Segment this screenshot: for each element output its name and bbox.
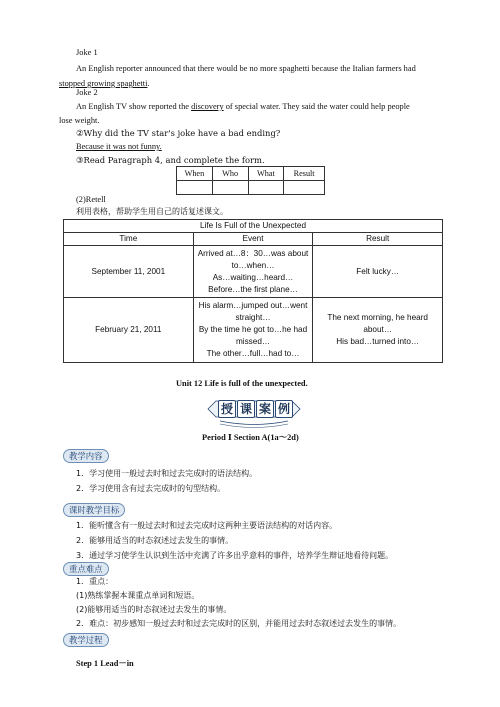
section-tag-process: 教学过程 — [63, 633, 109, 647]
lesson-case-banner — [206, 395, 302, 429]
row1-result: Felt lucky… — [313, 246, 443, 298]
banner-char: 授 — [218, 400, 236, 418]
content-line: 1．学习使用一般过去时和过去完成时的语法结构。 — [76, 469, 258, 478]
form-header-who: Who — [212, 167, 248, 181]
keypoint-line: 2．难点：初步感知一般过去时和过去完成时的区别，并能用过去时态叙述过去发生的事情。 — [76, 619, 402, 628]
row2-event-line: The other…full…had to… — [206, 349, 300, 358]
joke2-text-line2: lose weight. — [59, 116, 100, 125]
banner-char: 例 — [275, 400, 293, 418]
row2-event-line: By the time he got to…he had — [198, 325, 308, 334]
retell-table — [63, 219, 443, 363]
form-header-result: Result — [284, 167, 325, 181]
row2-result — [313, 298, 443, 363]
row2-result-line: The next morning, he heard — [327, 313, 428, 322]
retell-instruction: 利用表格，帮助学生用自己的话复述课文。 — [76, 207, 228, 216]
row2-event-line: straight… — [235, 313, 271, 322]
form-cell-result[interactable] — [284, 181, 325, 195]
section-tag-goals: 课时教学目标 — [63, 503, 125, 517]
table-row — [64, 298, 443, 363]
row2-event-line: His alarm…jumped out…went — [198, 301, 308, 310]
section-tag-keypoints: 重点难点 — [63, 562, 109, 576]
table-row — [64, 246, 443, 298]
section-tag-content: 教学内容 — [63, 449, 109, 463]
goal-line: 1．能听懂含有一般过去时和过去完成时这两种主要语法结构的对话内容。 — [76, 521, 338, 530]
joke1-title: Joke 1 — [76, 48, 98, 57]
row2-result-line: His bad…turned into… — [336, 337, 420, 346]
form-header-what: What — [248, 167, 284, 181]
joke1-answer-line — [59, 78, 150, 90]
row2-event-line: missed… — [235, 337, 271, 346]
joke2-text-pre: An English TV show reported the — [76, 102, 192, 111]
retell-header-result: Result — [313, 233, 443, 246]
goal-line: 2．能够用适当的时态叙述过去发生的事情。 — [76, 536, 234, 545]
retell-label: (2)Retell — [76, 195, 106, 204]
question-2-answer: Because it was not funny. — [76, 142, 162, 151]
form-cell-who[interactable] — [212, 181, 248, 195]
row1-event-line: to…when… — [231, 260, 275, 270]
joke1-answer-end: . — [147, 79, 150, 88]
keypoint-line: (2)能够用适当的时态叙述过去发生的事情。 — [76, 605, 232, 614]
row1-event-line: As…waiting…heard… — [212, 272, 294, 282]
question-3: ③Read Paragraph 4, and complete the form. — [76, 155, 265, 165]
banner-char: 案 — [256, 400, 274, 418]
row1-time: September 11, 2001 — [64, 246, 194, 298]
form-cell-when[interactable] — [177, 181, 213, 195]
joke2-text — [76, 101, 410, 113]
row2-event — [193, 298, 313, 363]
content-line: 2．学习使用含有过去完成时的句型结构。 — [76, 484, 226, 493]
form-header-when: When — [177, 167, 213, 181]
joke2-discovery: discovery — [191, 102, 224, 111]
keypoint-line: (1)熟练掌握本课重点单词和短语。 — [76, 591, 200, 600]
row1-event-line: Before…the first plane… — [208, 284, 298, 294]
step1-heading: Step 1 Lead－in — [76, 659, 134, 668]
row1-event-line: Arrived at…8：30…was about — [197, 248, 309, 258]
goal-line: 3．通过学习使学生认识到生活中充满了许多出乎意料的事件，培养学生辩证地看待问题。 — [76, 551, 394, 560]
unit-title: Unit 12 Life is full of the unexpected. — [176, 379, 308, 388]
row1-event — [193, 246, 313, 298]
period-heading: Period Ⅰ Section A(1a～2d) — [202, 433, 299, 442]
keypoint-line: 1．重点： — [76, 577, 114, 586]
form-table — [176, 166, 325, 195]
row2-time: February 21, 2011 — [64, 298, 194, 363]
joke1-answer: stopped growing spaghetti — [59, 79, 148, 88]
retell-header-time: Time — [64, 233, 194, 246]
form-cell-what[interactable] — [248, 181, 284, 195]
row2-result-line: about… — [363, 325, 393, 334]
banner-char: 课 — [237, 400, 255, 418]
question-2: ②Why did the TV star's joke have a bad ending? — [76, 128, 281, 138]
joke1-text: An English reporter announced that there would be no more spaghetti because the Italian farmers had — [76, 64, 416, 73]
joke2-text-post: of special water. They said the water could help people — [223, 102, 410, 111]
retell-header-event: Event — [193, 233, 313, 246]
retell-table-title: Life Is Full of the Unexpected — [64, 220, 443, 233]
joke2-title: Joke 2 — [76, 88, 98, 97]
